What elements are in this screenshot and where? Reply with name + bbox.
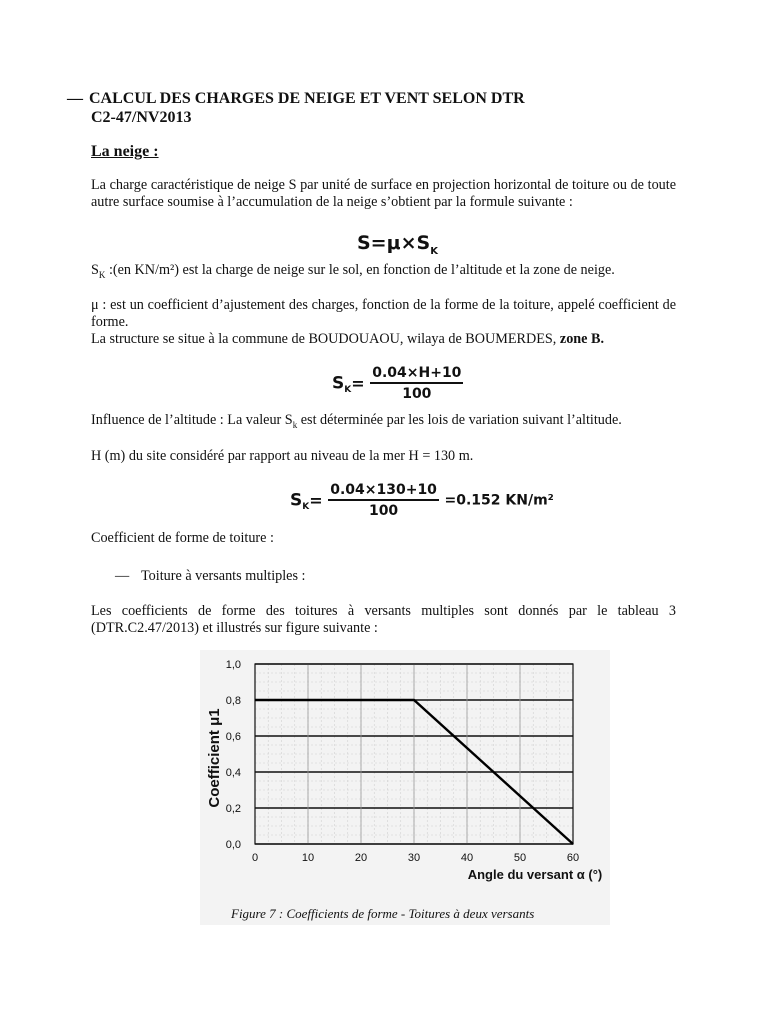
chart-x-tick-label: 10 (301, 852, 315, 864)
chart-y-tick-label: 0,0 (225, 839, 241, 851)
chart-x-tick-label: 40 (460, 852, 474, 864)
location-zone: zone B. (559, 331, 605, 347)
chart-y-tick-label: 0,4 (225, 767, 241, 779)
chart-y-tick-label: 0,2 (225, 803, 241, 815)
equation-sk-value: $S_K=$ $\frac{0.04\times 130+10}{100}$ =0.152 KN/m² (290, 482, 554, 519)
equation-sk-general: $S_K=$ $\frac{0.04\times H+10}{100}$ (332, 365, 462, 402)
paragraph-shape-coefficient: Coefficient de forme de toiture : (91, 530, 274, 546)
chart-x-tick-label: 60 (566, 852, 580, 864)
paragraph-location (91, 331, 676, 348)
paragraph-height: H (m) du site considéré par rapport au niveau de la mer H = 130 m. (91, 448, 474, 464)
altitude-text-2: est déterminée par les lois de variation suivant l’altitude. (297, 412, 622, 428)
equation-sk-general-lhs: S (332, 373, 345, 394)
shape-coefficient-chart (200, 650, 610, 925)
chart-x-tick-label: 20 (354, 852, 368, 864)
heading-line2: C2-47/NV2013 (91, 109, 192, 126)
figure-caption: Figure 7 : Coefficients de forme - Toitures à deux versants (231, 906, 535, 921)
chart-x-tick-label: 30 (407, 852, 421, 864)
sk-symbol: S (91, 262, 99, 278)
bullet-dash: — (115, 568, 130, 584)
equation-sk-general-denominator: 100 (402, 386, 432, 402)
equation-snow-load (357, 232, 438, 257)
altitude-text-1: Influence de l’altitude : La valeur S (91, 412, 293, 428)
bullet-multi-slope-roof (115, 568, 675, 585)
paragraph-mu-definition: μ : est un coefficient d’ajustement des charges, fonction de la forme de la toiture, appelé coefficient de forme. (91, 297, 676, 330)
equation-sk-value-lhs: S (290, 490, 303, 511)
paragraph-altitude (91, 412, 676, 434)
equation-sk-value-result: =0.152 KN/m² (444, 492, 554, 509)
chart-x-tick-label: 50 (513, 852, 527, 864)
equation-sk-value-sub: K (302, 502, 310, 513)
heading-dash: — (67, 90, 83, 107)
equation-sk-general-fraction (370, 365, 463, 402)
chart-x-tick-label: 0 (251, 852, 259, 864)
sk-definition-text: :(en KN/m²) est la charge de neige sur le sol, en fonction de l’altitude et la zone de neige. (108, 262, 615, 278)
equation-snow-load-sub: K (430, 245, 438, 257)
location-text: La structure se situe à la commune de BOUDOUAOU, wilaya de BOUMERDES, (91, 331, 557, 347)
paragraph-table-reference: Les coefficients de forme des toitures à versants multiples sont donnés par le tableau 3 (DTR.C2.47/2013) et illustrés sur figure suivante : (91, 603, 676, 636)
paragraph-sk-definition (91, 262, 676, 284)
equation-sk-general-sub: K (344, 385, 352, 396)
chart-y-axis-label: Coefficient μ1 (206, 708, 223, 808)
equation-sk-value-numerator: 0.04×130+10 (328, 482, 439, 501)
altitude-subscript: k (292, 419, 298, 430)
equation-sk-value-denominator: 100 (368, 503, 399, 519)
chart-x-axis-label: Angle du versant α (°) (467, 867, 603, 882)
chart-y-tick-label: 1,0 (225, 659, 241, 671)
chart-y-tick-label: 0,6 (225, 731, 241, 743)
bullet-text: Toiture à versants multiples : (141, 568, 306, 584)
document-heading (67, 89, 525, 127)
heading-line1: CALCUL DES CHARGES DE NEIGE ET VENT SELON DTR (89, 90, 525, 107)
chart-y-tick-label: 0,8 (225, 695, 241, 707)
sk-subscript: K (98, 269, 106, 280)
figure-chart (200, 650, 610, 925)
equation-snow-load-main: S=μ×S (357, 232, 431, 254)
paragraph-intro: La charge caractéristique de neige S par unité de surface en projection horizontal de toiture ou de toute autre surface soumise à l’accumulation de la neige s’obtient par la formule suivante : (91, 177, 676, 210)
equation-sk-general-numerator: 0.04×H+10 (370, 365, 463, 384)
section-title: La neige : (91, 143, 159, 160)
equation-sk-value-fraction (328, 482, 439, 519)
